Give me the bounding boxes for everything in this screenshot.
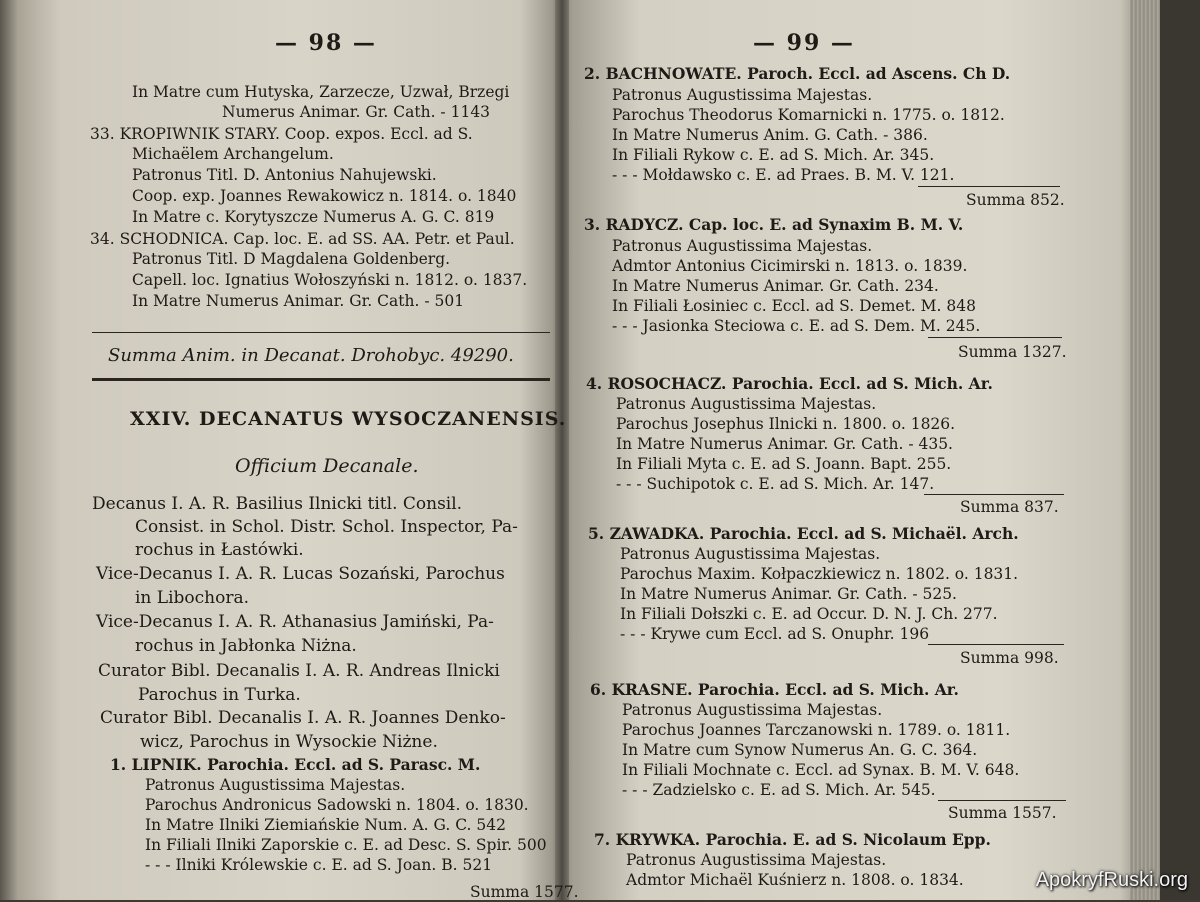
page-number-left: — 98 —: [275, 30, 377, 56]
summa-line: Summa 1557.: [948, 804, 1057, 822]
text-line: Parochus Andronicus Sadowski n. 1804. o. 1830.: [145, 796, 529, 814]
watermark-text: ApokryfRuski.org: [1035, 869, 1188, 891]
entry-heading: 34. SCHODNICA. Cap. loc. E. ad SS. AA. Petr. et Paul.: [90, 230, 515, 248]
text-line: Patronus Titl. D. Antonius Nahujewski.: [132, 166, 437, 184]
sum-rule: [938, 800, 1066, 801]
text-line: In Matre Numerus Anim. G. Cath. - 386.: [612, 126, 928, 144]
text-line: In Matre Ilniki Ziemiańskie Num. A. G. C. 542: [145, 816, 506, 834]
text-line: Patronus Augustissima Majestas.: [622, 701, 883, 719]
sum-rule: [928, 644, 1064, 645]
text-line: Parochus in Turka.: [138, 685, 301, 705]
text-line: Curator Bibl. Decanalis I. A. R. Andreas Ilnicki: [98, 661, 500, 681]
entry-heading: 5. ZAWADKA. Parochia. Eccl. ad S. Michaël. Arch.: [588, 524, 1019, 543]
text-line: In Filiali Ilniki Zaporskie c. E. ad Desc. S. Spir. 500: [145, 836, 547, 854]
entry-heading: 33. KROPIWNIK STARY. Coop. expos. Eccl. ad S.: [90, 125, 473, 143]
summa-line: Summa 852.: [966, 191, 1065, 209]
text-line: Coop. exp. Joannes Rewakowicz n. 1814. o. 1840: [132, 187, 517, 205]
text-line: rochus in Jabłonka Niżna.: [135, 636, 357, 656]
summa-line: Summa 998.: [960, 649, 1059, 667]
text-line: Patronus Titl. D Magdalena Goldenberg.: [132, 250, 451, 268]
text-line: Vice-Decanus I. A. R. Athanasius Jamiński, Pa-: [96, 612, 494, 632]
entry-heading: 3. RADYCZ. Cap. loc. E. ad Synaxim B. M. V.: [584, 215, 964, 234]
text-line: Parochus Josephus Ilnicki n. 1800. o. 1826.: [616, 415, 956, 433]
text-line: In Matre Numerus Animar. Gr. Cath. 234.: [612, 277, 939, 295]
left-page: [0, 0, 579, 901]
entry-heading: 6. KRASNE. Parochia. Eccl. ad S. Mich. Ar.: [590, 680, 959, 699]
text-line: In Filiali Dołszki c. E. ad Occur. D. N. J. Ch. 277.: [620, 605, 998, 623]
text-line: Admtor Michaël Kuśnierz n. 1808. o. 1834.: [626, 871, 964, 889]
text-line: Patronus Augustissima Majestas.: [145, 776, 406, 794]
text-line: - - - Jasionka Steciowa c. E. ad S. Dem. M. 245.: [612, 317, 981, 335]
text-line: Parochus Maxim. Kołpaczkiewicz n. 1802. o. 1831.: [620, 565, 1019, 583]
text-line: In Matre cum Hutyska, Zarzecze, Uzwał, Brzegi: [132, 83, 510, 101]
section-title: XXIV. DECANATUS WYSOCZANENSIS.: [130, 408, 567, 430]
text-line: - - - Mołdawsko c. E. ad Praes. B. M. V. 121.: [612, 166, 955, 184]
text-line: - - - Ilniki Królewskie c. E. ad S. Joan. B. 521: [145, 856, 493, 874]
text-line: In Filiali Rykow c. E. ad S. Mich. Ar. 345.: [612, 146, 935, 164]
book-cover-edge: [1160, 0, 1200, 900]
entry-heading: 2. BACHNOWATE. Paroch. Eccl. ad Ascens. Ch D.: [584, 64, 1011, 83]
text-line: In Matre Numerus Animar. Gr. Cath. - 435.: [616, 435, 953, 453]
text-line: Curator Bibl. Decanalis I. A. R. Joannes Denko-: [100, 708, 506, 728]
right-page: [568, 0, 1128, 900]
text-line: Numerus Animar. Gr. Cath. - 1143: [222, 103, 491, 121]
text-line: - - - Suchipotok c. E. ad S. Mich. Ar. 147.: [616, 475, 935, 493]
text-line: Parochus Joannes Tarczanowski n. 1789. o. 1811.: [622, 721, 1011, 739]
entry-heading: 1. LIPNIK. Parochia. Eccl. ad S. Parasc. M.: [110, 755, 481, 774]
text-line: Patronus Augustissima Majestas.: [620, 545, 881, 563]
text-line: Decanus I. A. R. Basilius Ilnicki titl. Consil.: [92, 494, 463, 514]
text-line: in Libochora.: [135, 588, 250, 608]
officium-heading: Officium Decanale.: [235, 455, 419, 477]
text-line: wicz, Parochus in Wysockie Niżne.: [140, 732, 438, 752]
summa-line: Summa 1577.: [470, 883, 579, 901]
text-line: In Matre c. Korytyszcze Numerus A. G. C. 819: [132, 208, 495, 226]
page-number-right: — 99 —: [753, 30, 855, 56]
text-line: In Filiali Myta c. E. ad S. Joann. Bapt. 255.: [616, 455, 952, 473]
divider: [92, 332, 550, 333]
text-line: Vice-Decanus I. A. R. Lucas Sozański, Parochus: [96, 564, 505, 584]
sum-rule: [918, 186, 1060, 187]
text-line: Michaëlem Archangelum.: [132, 145, 334, 163]
text-line: In Filiali Łosiniec c. Eccl. ad S. Demet. M. 848: [612, 297, 976, 315]
sum-rule: [924, 494, 1064, 495]
text-line: - - - Krywe cum Eccl. ad S. Onuphr. 196: [620, 625, 930, 643]
text-line: Admtor Antonius Cicimirski n. 1813. o. 1839.: [612, 257, 968, 275]
text-line: Patronus Augustissima Majestas.: [612, 237, 873, 255]
text-line: In Matre Numerus Animar. Gr. Cath. - 501: [132, 292, 465, 310]
text-line: Parochus Theodorus Komarnicki n. 1775. o. 1812.: [612, 106, 1005, 124]
sum-rule: [928, 337, 1062, 338]
entry-heading: 4. ROSOCHACZ. Parochia. Eccl. ad S. Mich. Ar.: [586, 374, 993, 393]
text-line: - - - Zadzielsko c. E. ad S. Mich. Ar. 545.: [622, 781, 936, 799]
summa-line: Summa 1327.: [958, 343, 1067, 361]
summa-line: Summa 837.: [960, 498, 1059, 516]
text-line: Patronus Augustissima Majestas.: [616, 395, 877, 413]
summa-decanat: Summa Anim. in Decanat. Drohobyc. 49290.: [108, 345, 514, 366]
text-line: Patronus Augustissima Majestas.: [612, 86, 873, 104]
text-line: rochus in Łastówki.: [135, 540, 304, 560]
divider: [92, 378, 550, 381]
book-gutter: [555, 0, 569, 900]
text-line: Consist. in Schol. Distr. Schol. Inspector, Pa-: [135, 517, 518, 537]
entry-heading: 7. KRYWKA. Parochia. E. ad S. Nicolaum Epp.: [594, 830, 991, 849]
text-line: Patronus Augustissima Majestas.: [626, 851, 887, 869]
text-line: In Filiali Mochnate c. Eccl. ad Synax. B. M. V. 648.: [622, 761, 1020, 779]
text-line: In Matre Numerus Animar. Gr. Cath. - 525.: [620, 585, 957, 603]
text-line: In Matre cum Synow Numerus An. G. C. 364.: [622, 741, 978, 759]
text-line: Capell. loc. Ignatius Wołoszyński n. 1812. o. 1837.: [132, 271, 528, 289]
